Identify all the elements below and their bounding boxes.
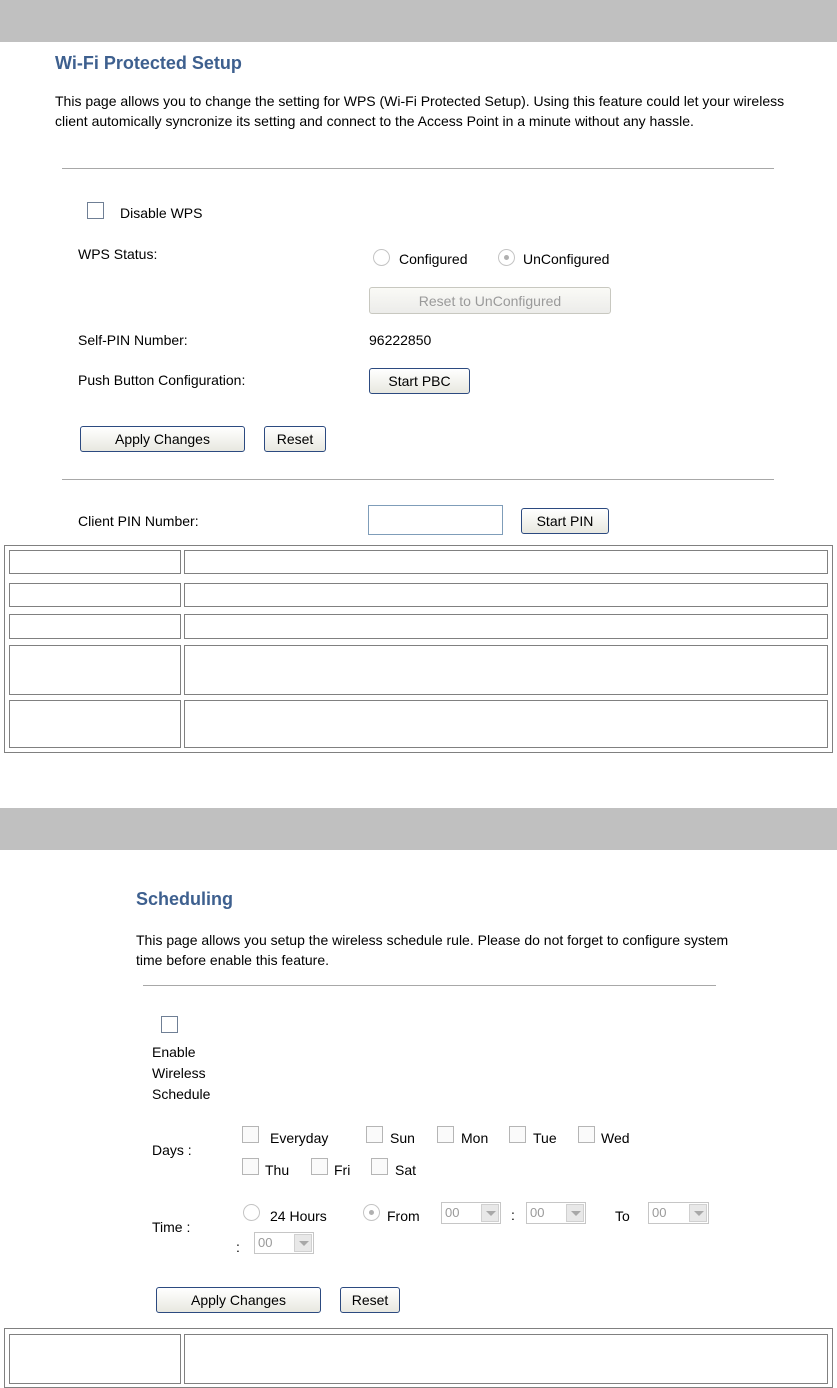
day-checkbox-thu[interactable] [242,1158,259,1175]
time-colon: : [236,1239,240,1255]
day-label-tue: Tue [533,1130,557,1146]
days-label: Days : [152,1142,192,1158]
divider [143,985,716,986]
time-from-label: From [387,1208,420,1224]
start-pin-button[interactable]: Start PIN [521,508,609,534]
day-label-fri: Fri [334,1162,351,1178]
unconfigured-label: UnConfigured [523,251,610,267]
time-24-hours-label: 24 Hours [270,1208,327,1224]
table-cell [184,583,828,607]
to-hour-value: 00 [652,1205,667,1220]
to-minute-value: 00 [258,1235,273,1250]
day-checkbox-wed[interactable] [578,1126,595,1143]
to-minute-select[interactable] [254,1232,314,1254]
divider [62,479,774,480]
client-pin-label: Client PIN Number: [78,513,199,529]
table-cell [184,645,828,695]
divider [62,168,774,169]
day-label-everyday: Everyday [270,1130,329,1146]
day-checkbox-everyday[interactable] [242,1126,259,1143]
wps-reset-button[interactable]: Reset [264,426,326,452]
day-checkbox-fri[interactable] [311,1158,328,1175]
chevron-down-icon [294,1234,312,1252]
configured-label: Configured [399,251,468,267]
table-cell [184,550,828,574]
time-label: Time : [152,1219,191,1235]
from-hour-value: 00 [445,1205,460,1220]
time-colon: : [511,1207,515,1223]
table-cell [184,1334,828,1384]
configured-radio[interactable] [373,249,390,266]
table-cell [184,700,828,748]
chevron-down-icon [566,1204,584,1222]
chevron-down-icon [689,1204,707,1222]
pbc-label: Push Button Configuration: [78,372,246,388]
time-24-hours-radio[interactable] [243,1204,260,1221]
disable-wps-checkbox[interactable] [87,202,104,219]
from-minute-value: 00 [530,1205,545,1220]
table-cell [9,645,181,695]
table-cell [9,550,181,574]
self-pin-value: 96222850 [369,332,432,348]
reset-to-unconfigured-button[interactable]: Reset to UnConfigured [369,287,611,314]
wps-description: This page allows you to change the setting for WPS (Wi-Fi Protected Setup). Using this feature could let your wireless client automically syncronize its setting and connect to the Access Point in a minute without any hassle. [55,93,785,129]
scheduling-page-title: Scheduling [136,889,234,909]
section-header-bar [0,0,837,42]
table-cell [9,614,181,639]
scheduling-description: This page allows you setup the wireless schedule rule. Please do not forget to configure system time before enable this feature. [136,932,729,968]
day-checkbox-tue[interactable] [509,1126,526,1143]
unconfigured-radio[interactable] [498,249,515,266]
table-cell [9,700,181,748]
time-from-radio[interactable] [363,1204,380,1221]
chevron-down-icon [481,1204,499,1222]
day-checkbox-sat[interactable] [371,1158,388,1175]
time-to-label: To [615,1208,630,1224]
disable-wps-label: Disable WPS [120,205,203,221]
client-pin-input[interactable] [368,505,503,535]
schedule-reset-button[interactable]: Reset [340,1287,400,1313]
enable-schedule-label-line: Schedule [152,1086,211,1102]
from-minute-select[interactable] [526,1202,586,1224]
day-label-sun: Sun [390,1130,415,1146]
from-hour-select[interactable] [441,1202,501,1224]
table-cell [9,583,181,607]
to-hour-select[interactable] [648,1202,709,1224]
start-pbc-button[interactable]: Start PBC [369,368,470,394]
table-cell [9,1334,181,1384]
day-label-mon: Mon [461,1130,489,1146]
wps-page-title: Wi-Fi Protected Setup [55,53,242,73]
day-label-sat: Sat [395,1162,417,1178]
enable-schedule-label-line: Wireless [152,1065,206,1081]
section-header-bar [0,808,837,850]
day-label-thu: Thu [265,1162,290,1178]
enable-wireless-schedule-checkbox[interactable] [161,1016,178,1033]
day-checkbox-sun[interactable] [366,1126,383,1143]
schedule-apply-changes-button[interactable]: Apply Changes [156,1287,321,1313]
self-pin-label: Self-PIN Number: [78,332,188,348]
day-label-wed: Wed [601,1130,630,1146]
wps-status-label: WPS Status: [78,246,158,262]
table-cell [184,614,828,639]
day-checkbox-mon[interactable] [437,1126,454,1143]
wps-apply-changes-button[interactable]: Apply Changes [80,426,245,452]
enable-schedule-label-line: Enable [152,1044,196,1060]
